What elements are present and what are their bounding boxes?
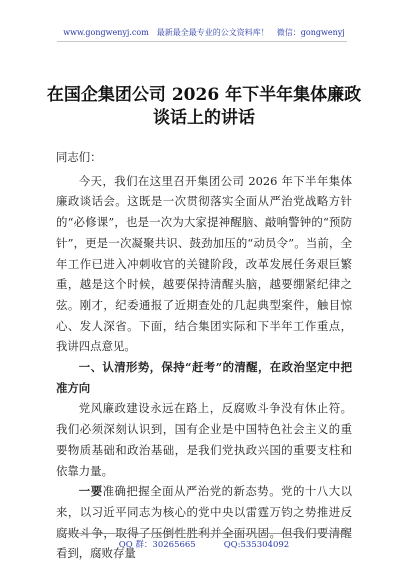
- paragraph-3-lead: 一要: [78, 484, 103, 499]
- page-header: [0, 27, 408, 38]
- paragraph-3-text: 准确把握全面从严治党的新态势。党的十八大以来，以习近平同志为核心的党中央以雷霆万钧之势推进反腐败斗争，取得了压倒性胜利并全面巩固。但我们要清醒看到，腐败存量: [56, 484, 352, 561]
- paragraph-opening: 今天，我们在这里召开集团公司 2026 年下半年集体廉政谈话会。这既是一次贯彻落实全面从严治党战略方针的“必修课”，也是一次为大家提神醒脑、敲响警钟的“预防针”，更是一次凝聚共识、鼓劲加压的“动员令”。当前，全年工作已进入冲刺收官的关键阶段，改革发展任务艰巨繁重，越是这个时候，越要保持清醒头脑，越要绷紧纪律之弦。刚才，纪委通报了近期查处的几起典型案件，触目惊心、发人深省。下面，结合集团实际和下半年工作重点，我讲四点意见。: [56, 173, 352, 354]
- footer-qq-group: QQ 群：30265665: [118, 540, 196, 550]
- title-line-2: 谈话上的讲话: [153, 108, 255, 128]
- title-line-1: 在国企集团公司 2026 年下半年集体廉政: [46, 85, 362, 105]
- salutation: 同志们：: [56, 150, 102, 164]
- paragraph-3: [56, 481, 352, 564]
- header-divider: [57, 41, 347, 42]
- footer-divider: [57, 533, 347, 534]
- document-body: [56, 147, 352, 564]
- page-footer: [0, 538, 408, 550]
- header-text: www.gongwenyj.com 最新最全最专业的公文资料库！ 微信：gongwenyj: [63, 28, 345, 37]
- paragraph-2: 党风廉政建设永远在路上，反腐败斗争没有休止符。我们必须深刻认识到，国有企业是中国特色社会主义的重要物质基础和政治基础，是我们党执政兴国的重要支柱和依靠力量。: [56, 401, 352, 478]
- document-title: [0, 84, 408, 130]
- section-heading-1: 一、认清形势，保持“赶考”的清醒，在政治坚定中把准方向: [56, 360, 352, 395]
- footer-qq: QQ:535304092: [223, 540, 290, 550]
